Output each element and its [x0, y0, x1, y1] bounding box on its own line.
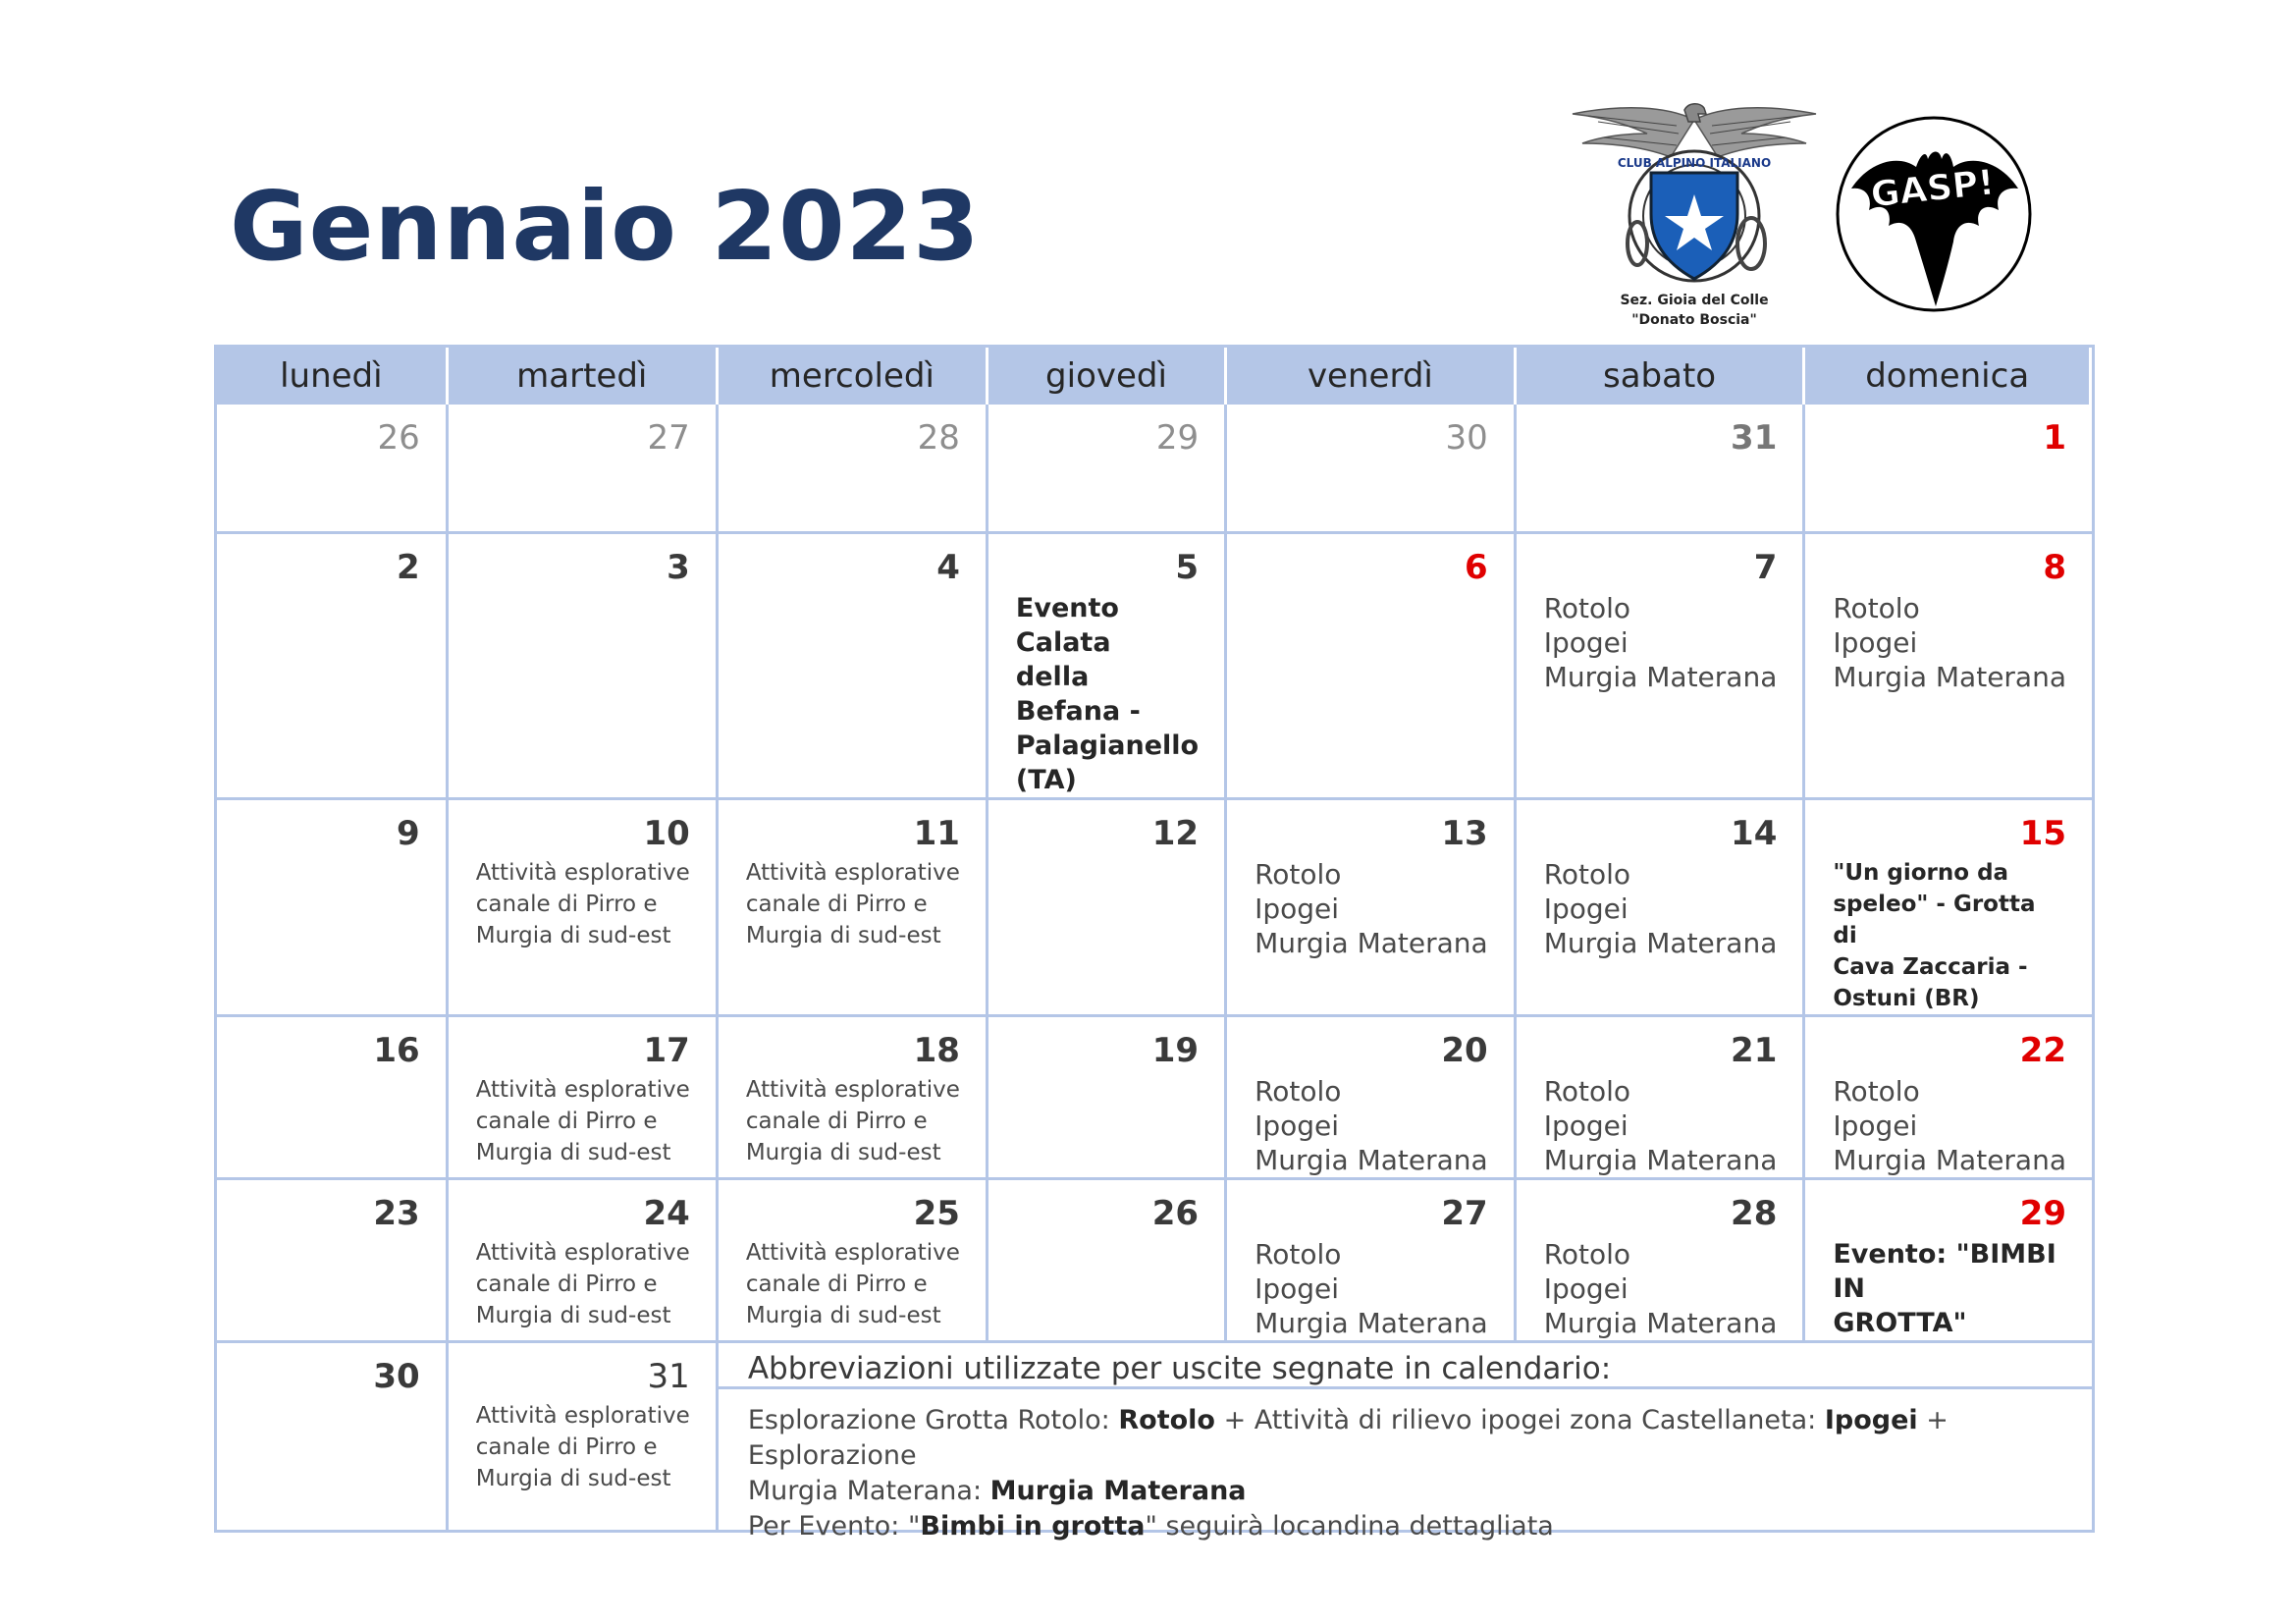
day-number: 28 — [917, 418, 960, 458]
day-cell — [1805, 800, 2092, 1017]
weekday-header-thu: giovedì — [988, 348, 1227, 405]
day-number: 9 — [397, 814, 420, 853]
event-line: Murgia di sud-est — [475, 1140, 671, 1165]
notes-line-1 — [748, 1403, 2082, 1474]
day-cell — [449, 405, 719, 534]
day-number: 7 — [1753, 548, 1778, 587]
event-note — [1016, 591, 1199, 797]
notes-text: + Esplorazione — [747, 1405, 1949, 1471]
bat-logo-icon — [1832, 120, 2036, 314]
notes-abbr-bimbi: Bimbi in grotta — [920, 1511, 1146, 1542]
day-cell — [719, 534, 988, 800]
event-note — [1255, 857, 1488, 960]
day-cell — [1805, 1017, 2092, 1180]
day-cell — [217, 1017, 449, 1180]
event-line: Rotolo — [1833, 592, 1920, 624]
event-line: canale di Pirro e — [745, 1109, 928, 1134]
event-note — [746, 857, 960, 951]
event-line: Murgia di sud-est — [475, 1303, 671, 1328]
notes-text: Esplorazione Grotta Rotolo: — [747, 1405, 1119, 1435]
day-cell — [1805, 534, 2092, 800]
event-line: Attività esplorative — [475, 860, 690, 886]
event-line: Attività esplorative — [475, 1240, 690, 1266]
event-line: Murgia Materana — [1543, 1307, 1778, 1339]
event-line: Ipogei — [1833, 1109, 1918, 1142]
event-line: Ostuni (BR) — [1833, 986, 1980, 1011]
event-note — [476, 857, 690, 951]
gaspi-logo — [1832, 120, 2036, 314]
day-cell — [1517, 800, 1806, 1017]
event-line: Palagianello (TA) — [1015, 730, 1200, 795]
day-number: 5 — [1175, 548, 1200, 587]
event-line: Rotolo — [1255, 1075, 1342, 1108]
day-number: 28 — [1731, 1194, 1778, 1233]
event-line: "Un giorno da — [1833, 860, 2009, 886]
notes-text: Murgia Materana: — [747, 1476, 990, 1506]
notes-text: " seguirà locandina dettagliata — [1145, 1511, 1554, 1542]
page-title: Gennaio 2023 — [230, 171, 981, 282]
day-cell — [1805, 1180, 2092, 1343]
cai-section-line2: "Donato Boscia" — [1631, 312, 1757, 328]
day-number: 18 — [913, 1031, 960, 1070]
day-number: 8 — [2043, 548, 2066, 587]
day-cell — [1227, 534, 1517, 800]
day-cell — [449, 1343, 719, 1530]
cai-logo — [1569, 100, 1820, 336]
day-cell — [449, 1180, 719, 1343]
day-number: 22 — [2019, 1031, 2066, 1070]
day-number: 19 — [1151, 1031, 1200, 1070]
day-number: 25 — [913, 1194, 960, 1233]
event-line: Ipogei — [1255, 893, 1340, 925]
event-line: Rotolo — [1255, 1238, 1342, 1271]
day-number: 6 — [1465, 548, 1488, 587]
day-number: 20 — [1441, 1031, 1488, 1070]
event-note — [1833, 591, 2066, 694]
event-line: Murgia Materana — [1543, 661, 1778, 693]
event-line: Murgia Materana — [1255, 1307, 1488, 1339]
day-cell — [449, 534, 719, 800]
day-number: 27 — [1441, 1194, 1488, 1233]
event-line: Ipogei — [1543, 893, 1629, 925]
day-cell — [719, 405, 988, 534]
day-cell — [1517, 534, 1806, 800]
day-number: 23 — [373, 1194, 420, 1233]
day-number: 30 — [373, 1357, 420, 1396]
cai-eagle-emblem-icon — [1569, 100, 1820, 306]
day-number: 16 — [373, 1031, 420, 1070]
event-line: Rotolo — [1543, 1075, 1631, 1108]
day-cell — [719, 1180, 988, 1343]
notes-heading: Abbreviazioni utilizzate per uscite segnate in calendario: — [719, 1343, 2092, 1389]
day-cell — [988, 1017, 1227, 1180]
event-line: Evento: "BIMBI IN — [1833, 1239, 2056, 1304]
event-note — [1544, 857, 1778, 960]
event-line: Murgia Materana — [1833, 1144, 2066, 1176]
event-line: Rotolo — [1543, 858, 1631, 891]
weekday-header-tue: martedì — [449, 348, 719, 405]
event-note — [476, 1237, 690, 1331]
event-line: Ipogei — [1833, 626, 1918, 659]
event-line: Ipogei — [1543, 1272, 1629, 1305]
event-line: Attività esplorative — [475, 1077, 690, 1103]
event-note — [746, 1237, 960, 1331]
event-line: Murgia Materana — [1255, 927, 1488, 959]
day-number: 26 — [377, 418, 420, 458]
day-cell — [988, 405, 1227, 534]
event-line: Evento Calata — [1015, 593, 1119, 658]
notes-line-2 — [748, 1474, 2082, 1509]
day-cell — [988, 534, 1227, 800]
calendar-grid — [214, 345, 2095, 1542]
day-number: 29 — [2019, 1194, 2066, 1233]
day-number: 31 — [1731, 418, 1778, 458]
day-cell — [217, 1180, 449, 1343]
day-cell — [1517, 405, 1806, 534]
event-line: speleo" - Grotta di — [1833, 892, 2036, 948]
event-line: Attività esplorative — [745, 860, 960, 886]
event-line: canale di Pirro e — [475, 892, 658, 917]
day-cell — [988, 800, 1227, 1017]
notes-text: + Attività di rilievo ipogei zona Castellaneta: — [1214, 1405, 1825, 1435]
event-line: Rotolo — [1543, 592, 1631, 624]
event-line: Attività esplorative — [745, 1077, 960, 1103]
day-cell — [1227, 800, 1517, 1017]
cai-ring-text: CLUB ALPINO ITALIANO — [1617, 156, 1772, 170]
day-number: 11 — [913, 814, 960, 853]
day-cell — [1805, 405, 2092, 534]
event-line: GROTTA" — [1833, 1308, 1967, 1338]
event-line: canale di Pirro e — [475, 1271, 658, 1297]
event-line: Murgia di sud-est — [475, 923, 671, 948]
notes-text: Per Evento: " — [747, 1511, 921, 1542]
day-number: 4 — [936, 548, 960, 587]
event-line: canale di Pirro e — [475, 1434, 658, 1460]
notes-line-3 — [748, 1509, 2082, 1544]
notes-body — [719, 1389, 2092, 1544]
event-note — [1833, 1237, 2066, 1340]
day-number: 3 — [667, 548, 690, 587]
day-number: 15 — [2019, 814, 2066, 853]
day-cell — [449, 800, 719, 1017]
day-cell — [988, 1180, 1227, 1343]
event-note — [1544, 1237, 1778, 1340]
event-line: Murgia Materana — [1833, 661, 2066, 693]
event-line: Attività esplorative — [745, 1240, 960, 1266]
day-cell — [217, 800, 449, 1017]
event-line: Ipogei — [1543, 1109, 1629, 1142]
notes-abbr-ipogei: Ipogei — [1824, 1405, 1918, 1435]
day-cell — [1227, 405, 1517, 534]
day-number: 31 — [647, 1357, 690, 1396]
event-line: Rotolo — [1543, 1238, 1631, 1271]
day-cell — [217, 405, 449, 534]
day-number: 14 — [1731, 814, 1778, 853]
event-note — [476, 1400, 690, 1494]
day-cell — [1227, 1180, 1517, 1343]
event-note — [476, 1074, 690, 1168]
notes-abbr-murgia: Murgia Materana — [989, 1476, 1247, 1506]
event-line: Murgia di sud-est — [745, 1140, 941, 1165]
day-cell — [1227, 1017, 1517, 1180]
event-line: Attività esplorative — [475, 1403, 690, 1429]
event-note — [746, 1074, 960, 1168]
event-line: canale di Pirro e — [745, 892, 928, 917]
abbreviations-notes — [719, 1343, 2092, 1542]
day-number: 17 — [643, 1031, 690, 1070]
weekday-header-wed: mercoledì — [719, 348, 988, 405]
event-line: Murgia di sud-est — [745, 923, 941, 948]
day-number: 13 — [1441, 814, 1488, 853]
weekday-header-sun: domenica — [1805, 348, 2092, 405]
event-note — [1255, 1074, 1488, 1177]
day-cell — [217, 534, 449, 800]
day-number: 1 — [2043, 418, 2066, 458]
day-cell — [719, 1017, 988, 1180]
weekday-header-sat: sabato — [1517, 348, 1806, 405]
event-note — [1544, 591, 1778, 694]
day-number: 30 — [1445, 418, 1488, 458]
event-line: Murgia Materana — [1543, 927, 1778, 959]
day-number: 12 — [1151, 814, 1200, 853]
day-number: 24 — [643, 1194, 690, 1233]
event-line: Rotolo — [1255, 858, 1342, 891]
event-line: Rotolo — [1833, 1075, 1920, 1108]
event-note — [1833, 857, 2066, 1014]
event-line: Cava Zaccaria - — [1833, 954, 2028, 980]
notes-abbr-rotolo: Rotolo — [1118, 1405, 1215, 1435]
day-cell — [719, 800, 988, 1017]
weekday-header-fri: venerdì — [1227, 348, 1517, 405]
event-line: Murgia Materana — [1543, 1144, 1778, 1176]
day-cell — [1517, 1180, 1806, 1343]
day-cell — [217, 1343, 449, 1530]
day-cell — [449, 1017, 719, 1180]
event-note — [1833, 1074, 2066, 1177]
event-line: Ipogei — [1543, 626, 1629, 659]
day-number: 2 — [397, 548, 420, 587]
event-line: Murgia di sud-est — [745, 1303, 941, 1328]
event-line: Ipogei — [1255, 1109, 1340, 1142]
day-cell — [1517, 1017, 1806, 1180]
event-line: canale di Pirro e — [475, 1109, 658, 1134]
day-number: 21 — [1731, 1031, 1778, 1070]
day-number: 29 — [1155, 418, 1200, 458]
event-line: Murgia Materana — [1255, 1144, 1488, 1176]
gaspi-text: GASP! — [1868, 162, 1997, 216]
event-line: canale di Pirro e — [745, 1271, 928, 1297]
event-line: della Befana - — [1015, 662, 1141, 727]
day-number: 27 — [647, 418, 690, 458]
event-note — [1255, 1237, 1488, 1340]
event-note — [1544, 1074, 1778, 1177]
event-line: Murgia di sud-est — [475, 1466, 671, 1491]
event-line: Ipogei — [1255, 1272, 1340, 1305]
day-number: 10 — [643, 814, 690, 853]
day-number: 26 — [1151, 1194, 1200, 1233]
cai-section-line1: Sez. Gioia del Colle — [1620, 293, 1769, 308]
weekday-header-mon: lunedì — [217, 348, 449, 405]
